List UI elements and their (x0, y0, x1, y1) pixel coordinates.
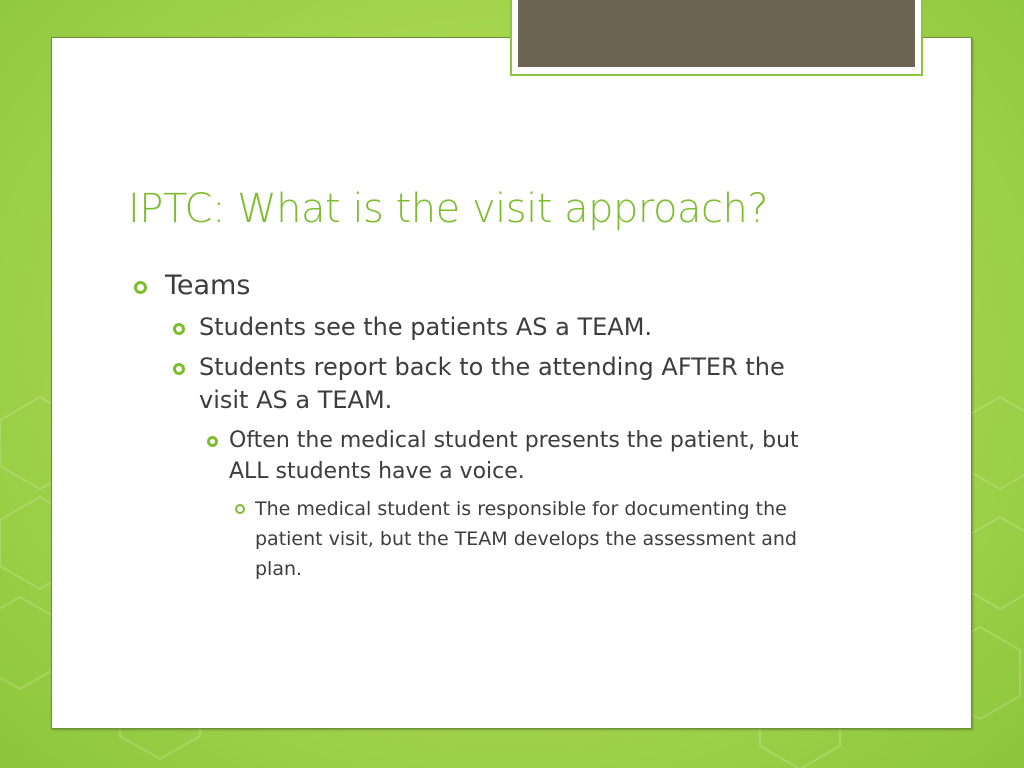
bullet-item-level-3 (128, 425, 828, 487)
ring-bullet-icon (173, 323, 185, 335)
bullet-text: Students report back to the attending AFTER the visit AS a TEAM. (199, 353, 785, 414)
slide-title: IPTC: What is the visit approach? (128, 186, 769, 232)
bullet-item-level-4 (128, 494, 828, 584)
bullet-item-level-2 (128, 351, 828, 417)
ring-bullet-icon (134, 281, 147, 294)
bullet-list (128, 268, 828, 584)
bullet-text: Often the medical student presents the patient, but ALL students have a voice. (229, 428, 799, 484)
ring-bullet-icon (207, 436, 218, 447)
accent-bar (518, 0, 915, 67)
bullet-text: Students see the patients AS a TEAM. (199, 313, 653, 341)
bullet-item-level-1 (128, 268, 828, 304)
ring-bullet-icon (235, 504, 245, 514)
bullet-item-level-2 (128, 311, 828, 344)
bullet-text: The medical student is responsible for documenting the patient visit, but the TEAM develops the assessment and plan. (255, 498, 797, 580)
ring-bullet-icon (173, 363, 185, 375)
bullet-text: Teams (165, 270, 251, 301)
